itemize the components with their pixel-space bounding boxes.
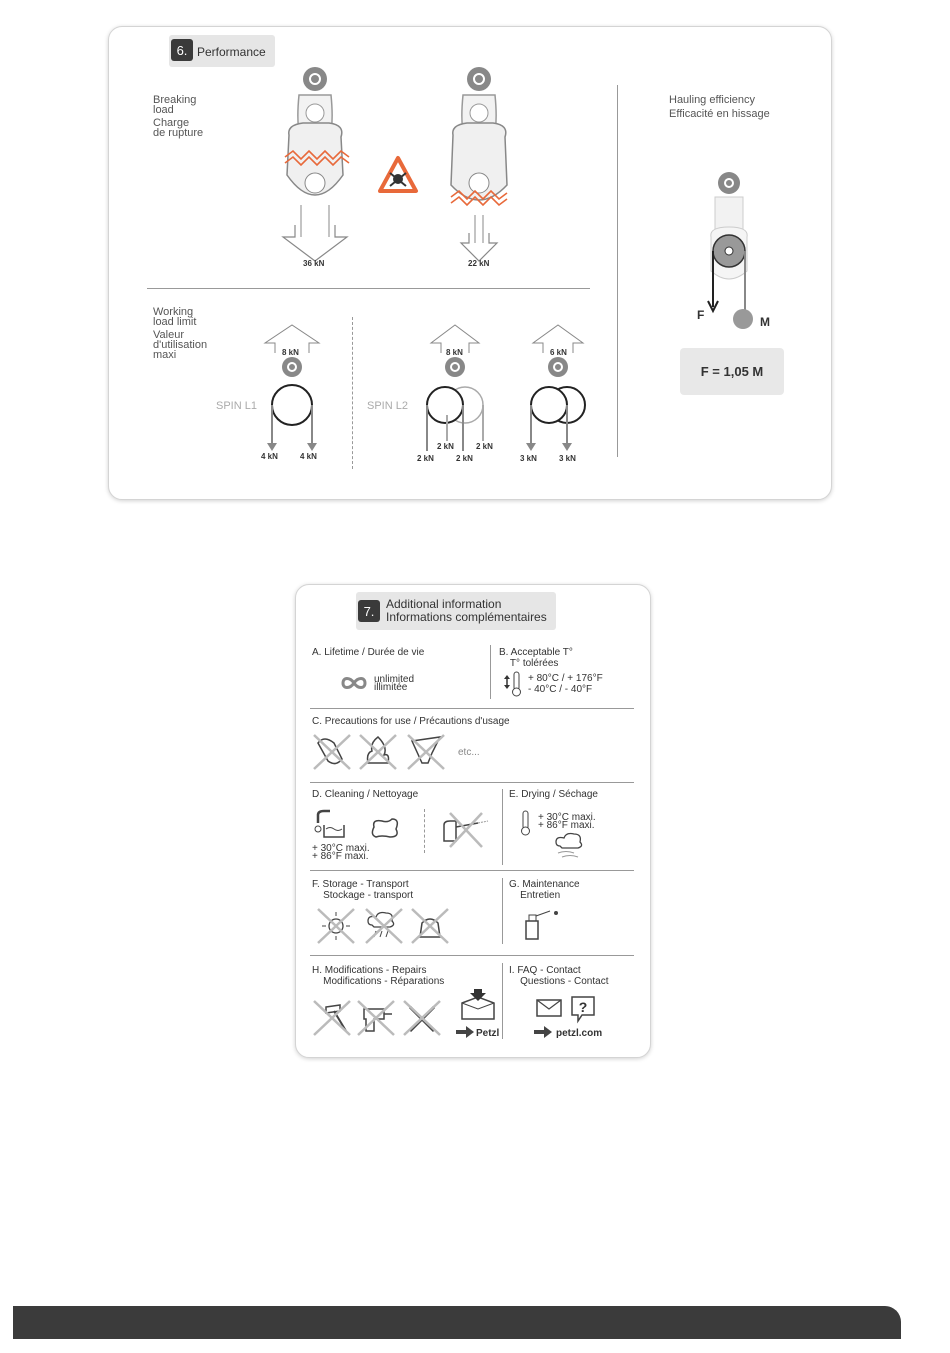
hauling-efficiency-fr: Efficacité en hissage <box>669 108 770 120</box>
spin-l2-wll-diagram-b <box>521 323 601 463</box>
wll-fr-1: Valeur <box>153 329 184 341</box>
hauling-efficiency-en: Hauling efficiency <box>669 94 756 106</box>
hi-divider <box>502 963 503 1039</box>
precautions-title: C. Precautions for use / Précautions d'usage <box>312 716 510 727</box>
spin-l1-left-load: 4 kN <box>261 452 278 461</box>
air-dry-cloud-icon <box>552 832 586 860</box>
drying-title: E. Drying / Séchage <box>509 789 598 800</box>
storage-title-2: Stockage - transport <box>312 890 414 901</box>
divider-c <box>310 708 634 709</box>
spin-l2-label: SPIN L2 <box>367 400 408 412</box>
no-drill-icon <box>356 999 396 1037</box>
maintenance-title-2: Entretien <box>509 890 561 901</box>
wll-fr-3: maxi <box>153 349 177 361</box>
performance-card <box>108 26 832 500</box>
wll-fr-2: d'utilisation <box>153 339 208 351</box>
section-6-header <box>169 35 275 67</box>
section-title-en: Additional information <box>386 597 502 611</box>
question-bubble-icon <box>570 995 596 1023</box>
no-hammer-icon <box>312 999 352 1037</box>
precaution-chemicals-icon <box>406 733 446 771</box>
temperature-title-1: B. Acceptable T° <box>499 647 573 658</box>
faq-title-1: I. FAQ - Contact <box>509 965 581 976</box>
thermometer-icon <box>504 671 528 697</box>
spin-l2a-load-1: 2 kN <box>417 454 434 463</box>
pulley-breaking-right-illustration <box>443 65 523 265</box>
drying-thermometer-icon <box>520 810 532 836</box>
divider-d <box>310 782 634 783</box>
cleaning-title: D. Cleaning / Nettoyage <box>312 789 419 800</box>
breaking-load-right-value: 22 kN <box>468 259 490 268</box>
performance-divider-vertical <box>617 85 618 457</box>
additional-info-card <box>295 584 651 1058</box>
hauling-efficiency-illustration <box>699 167 779 337</box>
spin-l2a-load-4: 2 kN <box>476 442 493 451</box>
spin-l2a-load-2: 2 kN <box>437 442 454 451</box>
hauling-formula: F = 1,05 M <box>700 364 764 379</box>
breaking-load-en-2: load <box>153 104 174 116</box>
no-sun-icon <box>316 907 356 945</box>
no-rain-icon <box>364 907 404 945</box>
spin-l2b-right-load: 3 kN <box>559 454 576 463</box>
return-to-brand: Petzl <box>476 1028 500 1039</box>
spin-l2b-top-load: 6 kN <box>550 348 567 357</box>
spin-l1-top-load: 8 kN <box>282 348 299 357</box>
footer-bar <box>13 1306 901 1339</box>
breaking-load-en-1: Breaking <box>153 94 197 106</box>
drying-temp-c: + 30°C maxi. <box>538 812 596 823</box>
fg-divider <box>502 878 503 944</box>
lifetime-title: A. Lifetime / Durée de vie <box>312 647 425 658</box>
pulley-breaking-left-illustration <box>279 65 359 265</box>
cleaning-temp-f: + 86°F maxi. <box>312 851 369 862</box>
modifications-title-2: Modifications - Réparations <box>312 976 445 987</box>
drying-temp-f: + 86°F maxi. <box>538 820 595 831</box>
svg-text:?: ? <box>578 999 588 1015</box>
temperature-high: + 80°C / + 176°F <box>528 673 603 684</box>
temperature-title-2: T° tolérées <box>499 658 559 669</box>
no-tools-icon <box>402 999 442 1037</box>
precaution-fire-icon <box>358 733 398 771</box>
hauling-force-f: F <box>697 308 705 322</box>
breaking-load-left-value: 36 kN <box>303 259 325 268</box>
spin-l2b-left-load: 3 kN <box>520 454 537 463</box>
ab-divider <box>490 645 491 699</box>
lifetime-illimitee: illimitée <box>374 682 408 693</box>
pressure-washer-prohibited-icon <box>436 807 492 851</box>
de-divider <box>502 789 503 865</box>
breaking-load-fr-2: de rupture <box>153 127 204 139</box>
faq-title-2: Questions - Contact <box>509 976 609 987</box>
section-7-header <box>356 592 556 630</box>
danger-warning-icon <box>377 155 419 195</box>
arrow-right-icon <box>456 1026 474 1038</box>
infinity-icon <box>340 675 368 691</box>
wll-en-2: load limit <box>153 316 197 328</box>
section-number: 6. <box>171 39 193 61</box>
cleaning-divider-dashed <box>424 809 425 853</box>
sponge-icon <box>370 817 400 841</box>
wll-divider-dashed <box>352 317 353 469</box>
lubricant-spray-icon <box>520 907 560 941</box>
storage-title-1: F. Storage - Transport <box>312 879 409 890</box>
precaution-sharp-edges-icon <box>312 733 352 771</box>
spin-l1-right-load: 4 kN <box>300 452 317 461</box>
section-title: Performance <box>197 45 266 59</box>
maintenance-title-1: G. Maintenance <box>509 879 580 890</box>
tap-water-icon <box>314 809 350 841</box>
cleaning-temp-c: + 30°C maxi. <box>312 843 370 854</box>
no-wet-bag-icon <box>410 907 450 945</box>
temperature-low: - 40°C / - 40°F <box>528 684 593 695</box>
return-box-icon <box>458 989 498 1023</box>
section-number: 7. <box>358 600 380 622</box>
precautions-etc: etc... <box>458 747 480 758</box>
wll-en-1: Working <box>153 306 194 318</box>
breaking-load-fr-1: Charge <box>153 117 190 129</box>
section-7-titles <box>386 598 547 624</box>
website-link: petzl.com <box>556 1028 603 1039</box>
modifications-title-1: H. Modifications - Repairs <box>312 965 427 976</box>
hauling-mass-m: M <box>760 315 770 329</box>
envelope-icon <box>536 999 562 1017</box>
spin-l1-wll-diagram <box>259 323 329 463</box>
divider-h <box>310 955 634 956</box>
spin-l1-label: SPIN L1 <box>216 400 257 412</box>
arrow-right-icon <box>534 1026 552 1038</box>
section-title-fr: Informations complémentaires <box>386 610 547 624</box>
divider-f <box>310 870 634 871</box>
spin-l2a-top-load: 8 kN <box>446 348 463 357</box>
lifetime-unlimited: unlimited <box>374 674 415 685</box>
performance-divider-horizontal <box>147 288 590 289</box>
spin-l2a-load-3: 2 kN <box>456 454 473 463</box>
hauling-formula-box <box>680 348 784 395</box>
